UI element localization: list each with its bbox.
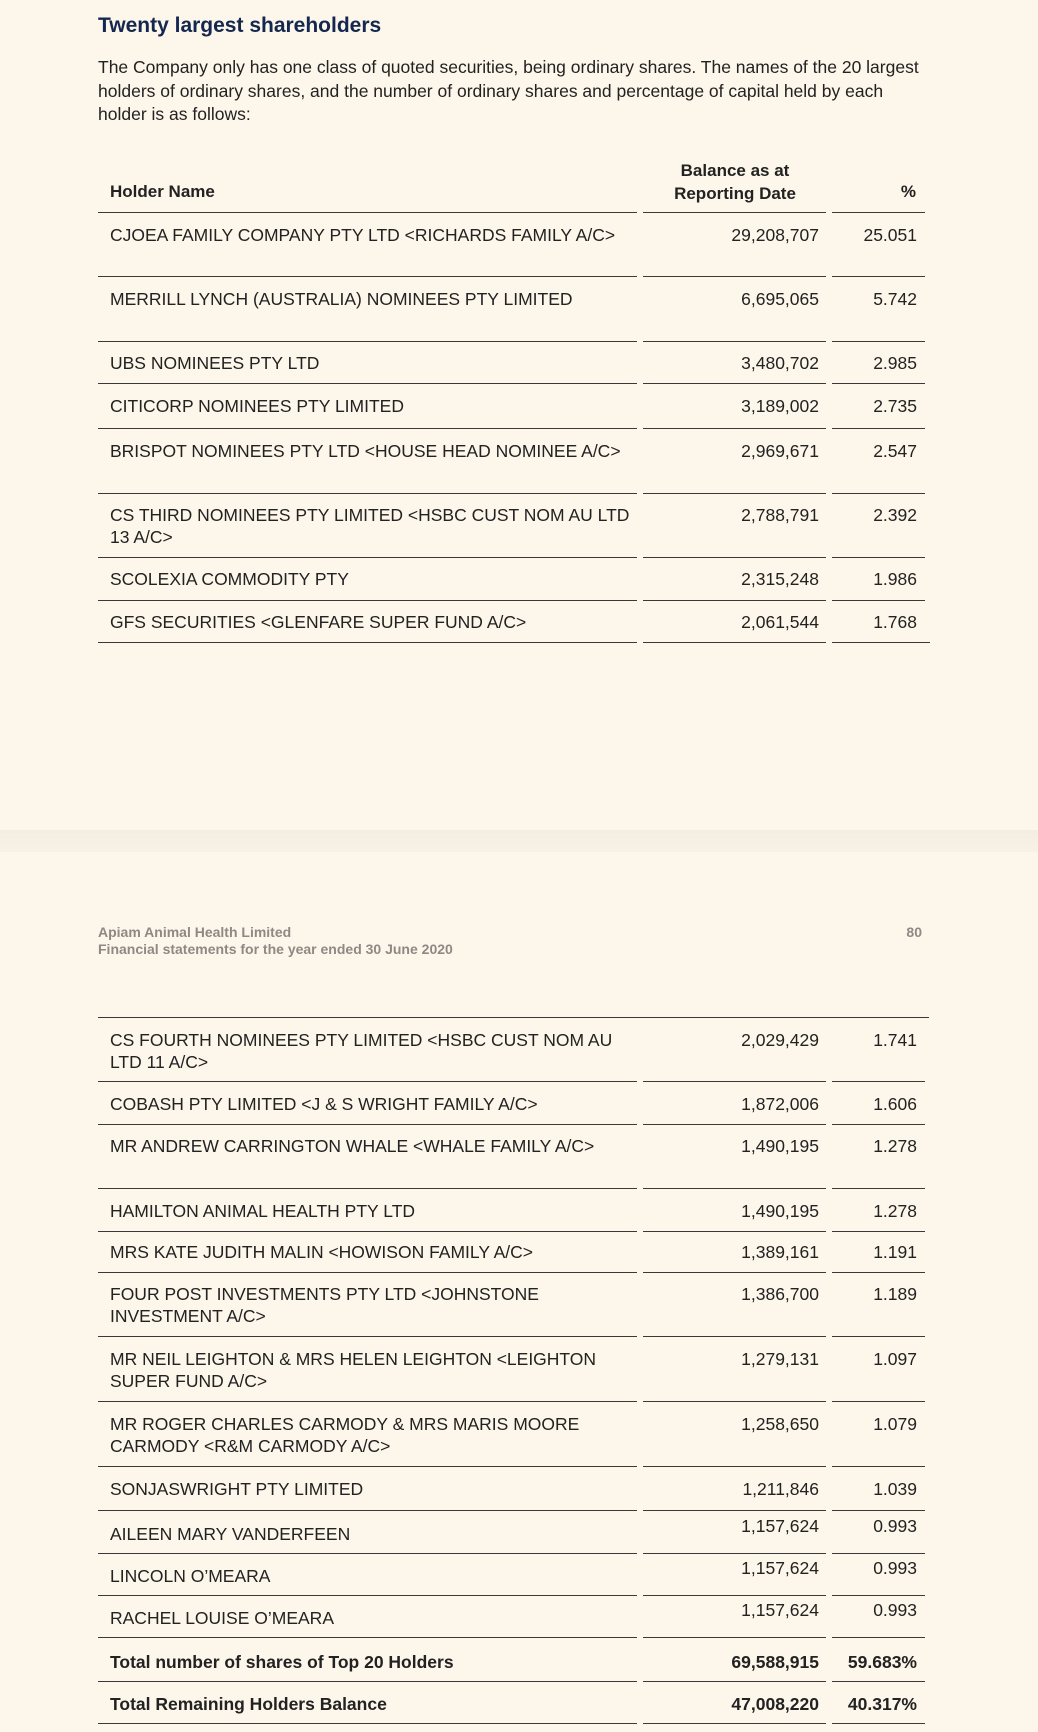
row-rule — [643, 341, 826, 342]
row-rule — [832, 1081, 925, 1082]
holder-percent: 1.278 — [873, 1201, 917, 1221]
row-rule — [643, 383, 826, 384]
row-rule — [643, 1723, 826, 1724]
holder-name: BRISPOT NOMINEES PTY LTD <HOUSE HEAD NOMINEE A/C> — [110, 441, 621, 461]
row-rule — [643, 1188, 826, 1189]
holder-balance: 1,258,650 — [741, 1414, 819, 1434]
holder-name: FOUR POST INVESTMENTS PTY LTD <JOHNSTONE INVESTMENT A/C> — [110, 1284, 539, 1326]
holder-balance: 1,386,700 — [741, 1284, 819, 1304]
column-header-balance-line1: Balance as at — [680, 161, 790, 180]
column-header-holder: Holder Name — [110, 182, 215, 201]
row-rule — [98, 642, 637, 643]
row-rule — [832, 1231, 925, 1232]
row-rule — [98, 341, 637, 342]
holder-balance: 1,490,195 — [741, 1136, 819, 1156]
page-footer — [98, 924, 453, 958]
holder-name: CJOEA FAMILY COMPANY PTY LTD <RICHARDS FAMILY A/C> — [110, 225, 616, 245]
holder-percent: 40.317% — [847, 1694, 917, 1714]
row-rule — [832, 1336, 925, 1337]
row-rule — [643, 1081, 826, 1082]
row-rule — [832, 276, 925, 277]
row-rule — [98, 600, 637, 601]
holder-balance: 2,969,671 — [741, 441, 819, 461]
holder-name: GFS SECURITIES <GLENFARE SUPER FUND A/C> — [110, 612, 527, 632]
row-rule — [832, 493, 925, 494]
holder-balance: 1,279,131 — [741, 1349, 819, 1369]
row-rule — [98, 1231, 637, 1232]
row-rule — [643, 1401, 826, 1402]
row-rule — [832, 428, 925, 429]
holder-name: Total number of shares of Top 20 Holders — [110, 1652, 454, 1672]
holder-percent: 1.278 — [873, 1136, 917, 1156]
table-top-rule — [98, 1017, 929, 1018]
holder-name: CITICORP NOMINEES PTY LIMITED — [110, 396, 404, 416]
holder-name: HAMILTON ANIMAL HEALTH PTY LTD — [110, 1201, 416, 1221]
holder-percent: 1.189 — [873, 1284, 917, 1304]
row-rule — [643, 600, 826, 601]
row-rule — [832, 1466, 925, 1467]
holder-name: MR ANDREW CARRINGTON WHALE <WHALE FAMILY A/C> — [110, 1136, 595, 1156]
row-rule — [98, 1466, 637, 1467]
holder-name: MRS KATE JUDITH MALIN <HOWISON FAMILY A/C> — [110, 1242, 533, 1262]
section-heading: Twenty largest shareholders — [98, 14, 382, 37]
holder-balance: 1,157,624 — [741, 1600, 819, 1620]
row-rule — [643, 1336, 826, 1337]
row-rule — [643, 1231, 826, 1232]
row-rule — [98, 428, 637, 429]
holder-name: UBS NOMINEES PTY LTD — [110, 353, 320, 373]
holder-balance: 2,029,429 — [741, 1030, 819, 1050]
holder-percent: 2.985 — [873, 353, 917, 373]
holder-balance: 29,208,707 — [731, 225, 819, 245]
holder-percent: 59.683% — [847, 1652, 917, 1672]
row-rule — [643, 428, 826, 429]
row-rule — [98, 383, 637, 384]
holder-name: CS FOURTH NOMINEES PTY LIMITED <HSBC CUST NOM AU LTD 11 A/C> — [110, 1030, 613, 1072]
row-rule — [98, 1637, 637, 1638]
holder-name: SCOLEXIA COMMODITY PTY — [110, 569, 349, 589]
row-rule — [98, 276, 637, 277]
holder-balance: 1,872,006 — [741, 1094, 819, 1114]
holder-name: CS THIRD NOMINEES PTY LIMITED <HSBC CUST NOM AU LTD 13 A/C> — [110, 505, 630, 547]
holder-balance: 1,157,624 — [741, 1516, 819, 1536]
column-header-balance-line2: Reporting Date — [674, 184, 796, 203]
holder-balance: 2,788,791 — [741, 505, 819, 525]
row-rule — [98, 493, 637, 494]
holder-percent: 1.741 — [873, 1030, 917, 1050]
row-rule — [643, 276, 826, 277]
holder-percent: 0.993 — [873, 1558, 917, 1578]
row-rule — [643, 1637, 826, 1638]
footer-statement: Financial statements for the year ended 30 June 2020 — [98, 941, 453, 957]
row-rule — [643, 1553, 826, 1554]
row-rule — [643, 1124, 826, 1125]
row-rule — [98, 1272, 637, 1273]
row-rule — [98, 1081, 637, 1082]
holder-percent: 1.986 — [873, 569, 917, 589]
row-rule — [832, 1681, 925, 1682]
holder-balance: 2,061,544 — [741, 612, 819, 632]
holder-percent: 1.039 — [873, 1479, 917, 1499]
holder-name: RACHEL LOUISE O’MEARA — [110, 1608, 334, 1628]
holder-name: MR ROGER CHARLES CARMODY & MRS MARIS MOORE CARMODY <R&M CARMODY A/C> — [110, 1414, 580, 1456]
row-rule — [643, 493, 826, 494]
row-rule — [643, 1595, 826, 1596]
row-rule — [98, 1681, 637, 1682]
page-number: 80 — [906, 924, 922, 940]
row-rule — [98, 1336, 637, 1337]
row-rule — [832, 1553, 925, 1554]
holder-name: AILEEN MARY VANDERFEEN — [110, 1524, 351, 1544]
holder-percent: 2.547 — [873, 441, 917, 461]
header-rule — [832, 212, 925, 213]
row-rule — [98, 1188, 637, 1189]
row-rule — [832, 1272, 925, 1273]
footer-company: Apiam Animal Health Limited — [98, 924, 292, 940]
intro-paragraph: The Company only has one class of quoted securities, being ordinary shares. The names of the 20 largest holders of ordinary shares, and the number of ordinary shares and percentage of capital held by each holder is as follows: — [98, 57, 919, 124]
row-rule — [832, 1188, 925, 1189]
holder-balance: 69,588,915 — [731, 1652, 819, 1672]
holder-balance: 1,389,161 — [741, 1242, 819, 1262]
row-rule — [832, 1637, 925, 1638]
header-rule — [98, 212, 637, 213]
page-1 — [0, 0, 1038, 830]
holder-balance: 1,157,624 — [741, 1558, 819, 1578]
column-header-balance — [643, 159, 827, 205]
row-rule — [832, 341, 925, 342]
row-rule — [832, 1124, 925, 1125]
row-rule — [832, 1401, 925, 1402]
holder-percent: 0.993 — [873, 1516, 917, 1536]
row-rule — [643, 1272, 826, 1273]
row-rule — [98, 1553, 637, 1554]
row-rule — [643, 557, 826, 558]
holder-name: Total Remaining Holders Balance — [110, 1694, 387, 1714]
holder-percent: 2.392 — [873, 505, 917, 525]
row-rule — [832, 642, 930, 643]
holder-balance: 3,189,002 — [741, 396, 819, 416]
holder-balance: 6,695,065 — [741, 289, 819, 309]
row-rule — [98, 1595, 637, 1596]
holder-balance: 1,211,846 — [742, 1479, 819, 1499]
holder-percent: 1.097 — [873, 1349, 917, 1369]
holder-name: LINCOLN O’MEARA — [110, 1566, 271, 1586]
holder-percent: 2.735 — [873, 396, 917, 416]
holder-percent: 1.191 — [873, 1242, 917, 1262]
row-rule — [98, 1401, 637, 1402]
row-rule — [98, 557, 637, 558]
row-rule — [98, 1510, 637, 1511]
holder-name: SONJASWRIGHT PTY LIMITED — [110, 1479, 364, 1499]
row-rule — [832, 383, 925, 384]
row-rule — [643, 1510, 826, 1511]
row-rule — [643, 1466, 826, 1467]
row-rule — [832, 557, 925, 558]
holder-percent: 0.993 — [873, 1600, 917, 1620]
page-gap — [0, 830, 1038, 852]
holder-percent: 25.051 — [863, 225, 917, 245]
row-rule — [832, 1595, 925, 1596]
holder-percent: 5.742 — [873, 289, 917, 309]
holder-name: MERRILL LYNCH (AUSTRALIA) NOMINEES PTY LIMITED — [110, 289, 573, 309]
column-header-percent: % — [900, 182, 916, 201]
row-rule — [98, 1124, 637, 1125]
row-rule — [643, 1681, 826, 1682]
holder-balance: 3,480,702 — [741, 353, 819, 373]
row-rule — [832, 1723, 925, 1724]
holder-balance: 47,008,220 — [731, 1694, 819, 1714]
holder-name: MR NEIL LEIGHTON & MRS HELEN LEIGHTON <LEIGHTON SUPER FUND A/C> — [110, 1349, 597, 1391]
holder-balance: 1,490,195 — [741, 1201, 819, 1221]
header-rule — [643, 212, 826, 213]
holder-percent: 1.079 — [873, 1414, 917, 1434]
row-rule — [832, 1510, 925, 1511]
holder-name: COBASH PTY LIMITED <J & S WRIGHT FAMILY A/C> — [110, 1094, 538, 1114]
row-rule — [98, 1723, 637, 1724]
holder-percent: 1.768 — [873, 612, 917, 632]
row-rule — [832, 600, 925, 601]
row-rule — [643, 642, 826, 643]
holder-balance: 2,315,248 — [741, 569, 819, 589]
holder-percent: 1.606 — [873, 1094, 917, 1114]
